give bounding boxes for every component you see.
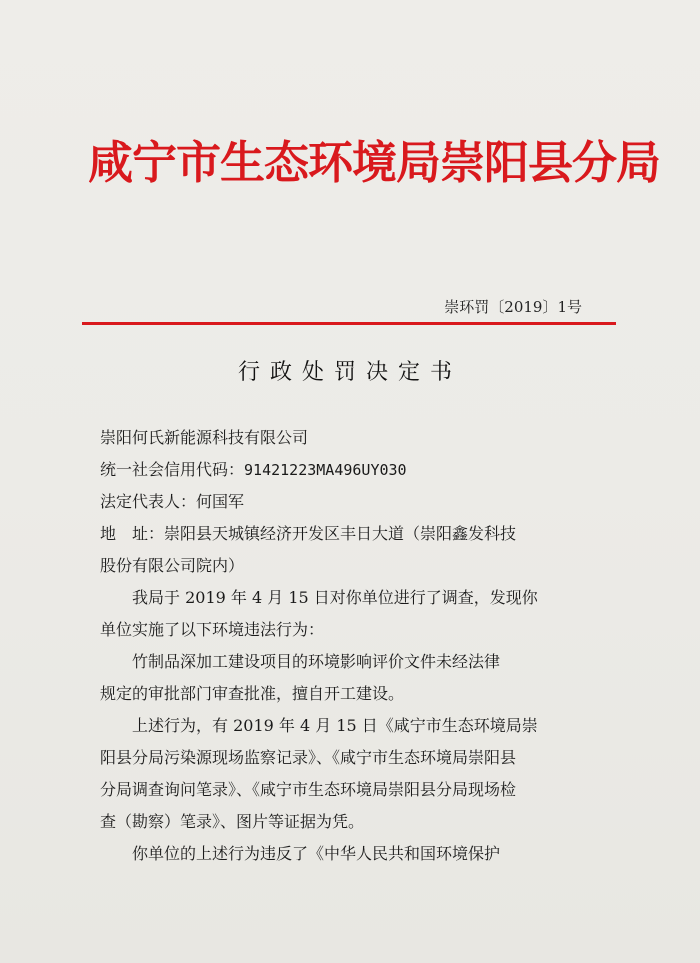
paragraph-3-line-4: 查（勘察）笔录》、图片等证据为凭。 [100,812,365,831]
recipient-info [100,422,580,582]
legal-rep-label: 法定代表人： [100,492,197,511]
paragraph-1-line-1: 我局于 2019 年 4 月 15 日对你单位进行了调查，发现你 [132,588,538,607]
legal-rep-row [100,486,580,518]
paragraph-2-line-2: 规定的审批部门审查批准，擅自开工建设。 [100,684,405,703]
address-line-1: 崇阳县天城镇经济开发区丰日大道（崇阳鑫发科技 [164,524,517,543]
header-divider [82,322,616,325]
paragraph-3-line-1: 上述行为，有 2019 年 4 月 15 日《咸宁市生态环境局崇 [132,716,538,735]
address-label: 地 址： [100,524,165,543]
paragraph-4-line-1: 你单位的上述行为违反了《中华人民共和国环境保护 [132,844,501,863]
paragraph-3-line-3: 分局调查询问笔录》、《咸宁市生态环境局崇阳县分局现场检 [100,780,517,799]
address-line-2: 股份有限公司院内） [100,556,245,575]
paragraph-1-line-2: 单位实施了以下环境违法行为： [100,620,325,639]
company-name: 崇阳何氏新能源科技有限公司 [100,428,309,447]
credit-code-row [100,454,580,486]
address-row [100,518,580,550]
paragraph-2-line-1: 竹制品深加工建设项目的环境影响评价文件未经法律 [132,652,501,671]
paragraph-3-line-2: 阳县分局污染源现场监察记录》、《咸宁市生态环境局崇阳县 [100,748,517,767]
legal-rep-name: 何国军 [196,492,245,511]
credit-code-value: 91421223MA496UY030 [244,461,407,479]
document-number: 崇环罚〔2019〕1号 [444,298,582,316]
decision-body [100,582,580,870]
credit-code-label: 统一社会信用代码： [100,460,245,479]
issuing-authority-header: 咸宁市生态环境局崇阳县分局 [88,136,661,189]
document-title: 行政处罚决定书 [237,360,462,385]
